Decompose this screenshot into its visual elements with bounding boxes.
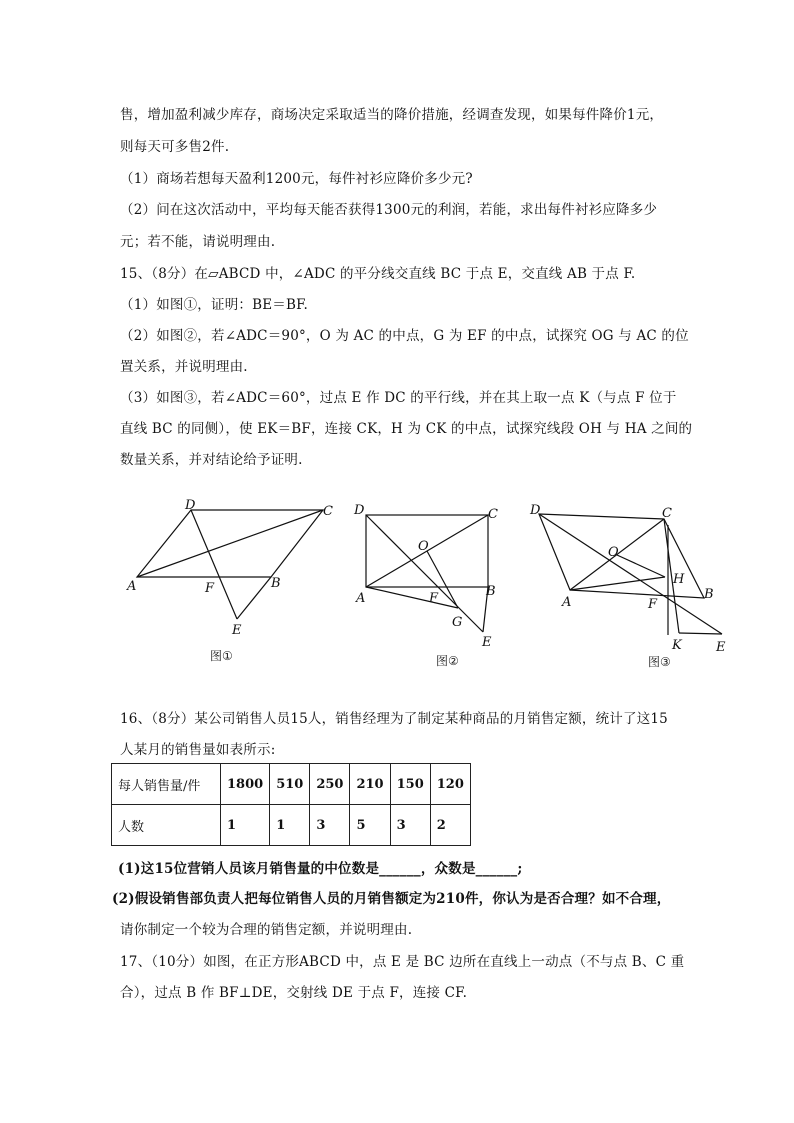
figure-3 [528,500,743,679]
figure-2 [348,500,518,679]
fig3-label-d: D [530,503,541,518]
figure-1 [125,495,340,674]
question-15-part-3c: 数量关系，并对结论给予证明. [120,452,303,468]
table-cell: 5 [350,805,390,846]
fig2-label-d: D [354,503,365,518]
table-cell: 1 [221,805,270,846]
fig2-label-o: O [418,539,429,554]
fig1-label-e: E [232,623,242,638]
table-cell: 2 [430,805,470,846]
table-row [112,805,471,846]
sales-table [111,763,471,846]
question-15-stem: 15、（8分）在▱ABCD 中，∠ADC 的平分线交直线 BC 于点 E，交直线 AB 于点 F. [120,266,636,282]
table-header-cell: 人数 [112,805,221,846]
table-cell: 120 [430,764,470,805]
question-15-part-2a: （2）如图②，若∠ADC＝90°，O 为 AC 的中点，G 为 EF 的中点，试探究 OG 与 AC 的位 [120,328,689,344]
question-16-part-2a: (2)假设销售部负责人把每位销售人员的月销售额定为210件，你认为是否合理？如不合理， [112,891,671,907]
question-15-part-2b: 置关系，并说明理由. [120,359,248,375]
fig2-label-c: C [488,507,498,522]
table-cell: 1800 [221,764,270,805]
question-16-part-2b: 请你制定一个较为合理的销售定额，并说明理由. [120,922,413,938]
text-line-2: 则每天可多售2件. [120,139,230,155]
table-header-cell: 每人销售量/件 [112,764,221,805]
table-cell: 3 [310,805,350,846]
table-cell: 3 [390,805,430,846]
text-line-1: 售，增加盈利减少库存，商场决定采取适当的降价措施，经调查发现，如果每件降价1元， [120,107,664,123]
fig1-label-d: D [185,498,196,513]
table-cell: 150 [390,764,430,805]
question-16-stem-a: 16、（8分）某公司销售人员15人，销售经理为了制定某种商品的月销售定额，统计了这15 [120,711,668,727]
question-17-stem-a: 17、（10分）如图，在正方形ABCD 中，点 E 是 BC 边所在直线上一动点（不与点 B、C 重 [120,954,685,970]
fig1-label-c: C [323,504,333,519]
question-14-part-1: （1）商场若想每天盈利1200元，每件衬衫应降价多少元? [120,171,473,187]
fig2-caption: 图② [436,654,459,668]
table-cell: 1 [270,805,310,846]
fig2-label-b: B [486,584,496,599]
question-17-stem-b: 合），过点 B 作 BF⊥DE，交射线 DE 于点 F，连接 CF. [120,985,468,1001]
question-16-part-1: (1)这15位营销人员该月销售量的中位数是______，众数是______; [118,861,523,877]
question-15-part-3b: 直线 BC 的同侧），使 EK＝BF，连接 CK，H 为 CK 的中点，试探究线段 OH 与 HA 之间的 [120,421,693,437]
fig3-label-a: A [562,595,572,610]
question-15-part-1: （1）如图①，证明：BE＝BF. [120,297,309,313]
fig1-caption: 图① [210,649,233,663]
question-14-part-2a: （2）问在这次活动中，平均每天能否获得1300元的利润，若能，求出每件衬衫应降多少 [120,202,658,218]
fig1-label-b: B [271,576,281,591]
question-15-part-3a: （3）如图③，若∠ADC＝60°，过点 E 作 DC 的平行线，并在其上取一点 K（与点 F 位于 [120,390,677,406]
fig3-label-e: E [716,640,726,655]
fig1-label-a: A [127,579,137,594]
table-cell: 510 [270,764,310,805]
table-row [112,764,471,805]
fig3-caption: 图③ [648,655,671,669]
fig3-label-o: O [608,545,619,560]
fig2-label-e: E [482,635,492,650]
question-16-stem-b: 人某月的销售量如表所示: [120,742,276,758]
table-cell: 210 [350,764,390,805]
fig2-label-g: G [452,615,463,630]
fig2-label-f: F [429,591,439,606]
fig3-label-f: F [648,597,658,612]
fig3-label-c: C [662,506,672,521]
fig2-label-a: A [356,591,366,606]
fig3-label-k: K [672,638,682,653]
question-14-part-2b: 元；若不能，请说明理由. [120,234,276,250]
fig1-label-f: F [205,581,215,596]
table-cell: 250 [310,764,350,805]
fig3-label-h: H [673,572,685,587]
fig3-label-b: B [704,587,714,602]
